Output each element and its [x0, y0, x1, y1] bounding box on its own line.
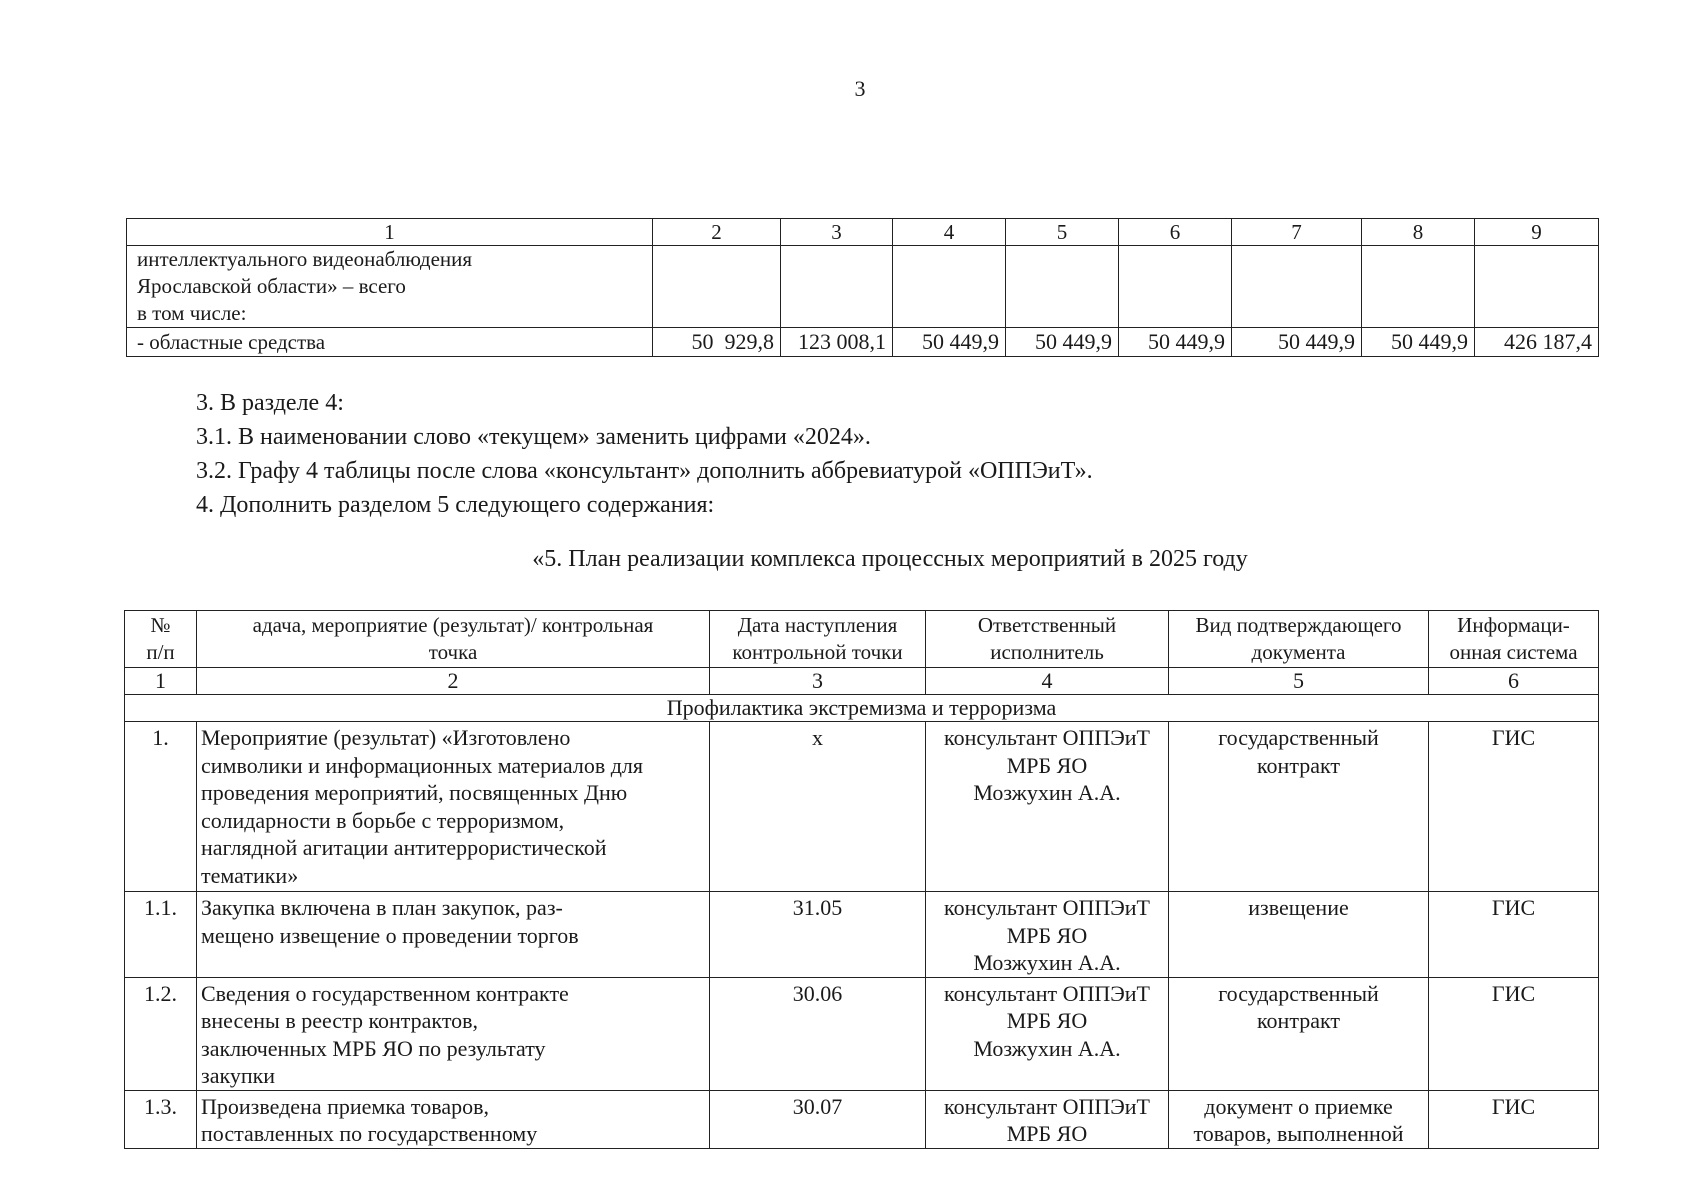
header-document	[1169, 611, 1429, 668]
header-text: адача, мероприятие (результат)/ контрольная	[252, 613, 654, 637]
row-responsible	[926, 1090, 1169, 1148]
row-document	[1169, 892, 1429, 978]
row-number: 1.3.	[125, 1090, 197, 1148]
financing-header-cell: 6	[1119, 219, 1232, 246]
empty-cell	[1119, 246, 1232, 328]
description-line: Ярославской области» – всего	[137, 274, 406, 298]
row-responsible	[926, 977, 1169, 1090]
header-number	[125, 611, 197, 668]
column-number: 6	[1429, 668, 1599, 695]
header-text: Информаци-	[1457, 613, 1570, 637]
column-number: 3	[710, 668, 926, 695]
financing-table	[126, 218, 1599, 357]
column-number: 1	[125, 668, 197, 695]
empty-cell	[893, 246, 1006, 328]
financing-values-row	[127, 328, 1599, 357]
row-task	[197, 892, 710, 978]
task-line: поставленных по государственному	[201, 1121, 538, 1146]
row-task	[197, 1090, 710, 1148]
row-date: х	[710, 722, 926, 892]
row-date: 31.05	[710, 892, 926, 978]
financing-value: 50 449,9	[1006, 328, 1119, 357]
row-date: 30.07	[710, 1090, 926, 1148]
task-line: заключенных МРБ ЯО по результату	[201, 1035, 546, 1061]
plan-header-row	[125, 611, 1599, 668]
task-line: мещено извещение о проведении торгов	[201, 922, 579, 948]
task-line: Закупка включена в план закупок, раз-	[201, 895, 563, 920]
header-responsible	[926, 611, 1169, 668]
plan-group-row	[125, 695, 1599, 722]
row-system: ГИС	[1429, 1090, 1599, 1148]
header-text: Вид подтверждающего	[1195, 613, 1402, 637]
row-number: 1.2.	[125, 977, 197, 1090]
header-text: контрольной точки	[732, 640, 903, 664]
empty-cell	[1232, 246, 1362, 328]
page-number: 3	[854, 76, 866, 101]
column-number: 5	[1169, 668, 1429, 695]
financing-value: 50 929,8	[653, 328, 781, 357]
table-row	[125, 892, 1599, 978]
task-line: тематики»	[201, 862, 299, 888]
responsible-line: МРБ ЯО	[1006, 1008, 1088, 1033]
amendment-line: 3.2. Графу 4 таблицы после слова «консультант» дополнить аббревиатурой «ОППЭиТ».	[196, 458, 1093, 484]
financing-header-cell: 5	[1006, 219, 1119, 246]
financing-header-row	[127, 219, 1599, 246]
description-line: интеллектуального видеонаблюдения	[137, 247, 473, 271]
amendment-line: 3. В разделе 4:	[196, 390, 344, 416]
responsible-line: Мозжухин А.А.	[973, 780, 1121, 805]
row-system: ГИС	[1429, 892, 1599, 978]
document-line: извещение	[1248, 895, 1349, 920]
empty-cell	[1475, 246, 1599, 328]
amendment-line: 3.1. В наименовании слово «текущем» заменить цифрами «2024».	[196, 424, 871, 450]
financing-header-cell: 2	[653, 219, 781, 246]
empty-cell	[1006, 246, 1119, 328]
responsible-line: консультант ОППЭиТ	[944, 895, 1150, 920]
row-document	[1169, 722, 1429, 892]
document-line: документ о приемке	[1204, 1093, 1393, 1119]
header-text: №	[150, 613, 171, 637]
financing-value: 50 449,9	[1232, 328, 1362, 357]
financing-value: 50 449,9	[893, 328, 1006, 357]
document-line: государственный	[1218, 725, 1379, 750]
row-task	[197, 722, 710, 892]
document-line: государственный	[1218, 980, 1379, 1006]
column-number: 2	[197, 668, 710, 695]
header-text: документа	[1251, 640, 1346, 664]
row-document	[1169, 977, 1429, 1090]
financing-header-cell: 3	[781, 219, 893, 246]
table-row	[125, 722, 1599, 892]
plan-column-numbers-row	[125, 668, 1599, 695]
task-line: солидарности в борьбе с терроризмом,	[201, 807, 565, 833]
header-text: Ответственный	[977, 613, 1117, 637]
header-text: п/п	[146, 640, 175, 664]
financing-header-cell: 8	[1362, 219, 1475, 246]
document-line: товаров, выполненной	[1193, 1121, 1404, 1146]
financing-value: 50 449,9	[1119, 328, 1232, 357]
financing-header-cell: 4	[893, 219, 1006, 246]
header-date	[710, 611, 926, 668]
row-number: 1.1.	[125, 892, 197, 978]
row-number: 1.	[125, 722, 197, 892]
task-line: закупки	[201, 1063, 276, 1088]
row-task	[197, 977, 710, 1090]
group-title: Профилактика экстремизма и терроризма	[125, 695, 1599, 722]
header-text: точка	[428, 640, 478, 664]
responsible-line: консультант ОППЭиТ	[944, 1093, 1150, 1119]
header-system	[1429, 611, 1599, 668]
financing-header-cell: 1	[127, 219, 653, 246]
description-line: в том числе:	[137, 301, 247, 325]
row-system: ГИС	[1429, 977, 1599, 1090]
task-line: проведения мероприятий, посвященных Дню	[201, 780, 628, 805]
header-text: исполнитель	[990, 640, 1104, 664]
responsible-line: Мозжухин А.А.	[973, 1035, 1121, 1061]
row-system: ГИС	[1429, 722, 1599, 892]
task-line: внесены в реестр контрактов,	[201, 1008, 479, 1033]
table-row	[125, 1090, 1599, 1148]
financing-value: 426 187,4	[1475, 328, 1599, 357]
header-task	[197, 611, 710, 668]
table-row	[125, 977, 1599, 1090]
financing-description	[127, 246, 653, 328]
responsible-line: МРБ ЯО	[1006, 922, 1088, 948]
header-text: онная система	[1449, 640, 1578, 664]
plan-table	[124, 610, 1599, 1149]
empty-cell	[1362, 246, 1475, 328]
responsible-line: МРБ ЯО	[1006, 1121, 1088, 1146]
financing-row-label: - областные средства	[127, 328, 653, 357]
task-line: Произведена приемка товаров,	[201, 1093, 490, 1119]
amendment-line: 4. Дополнить разделом 5 следующего содержания:	[196, 492, 715, 518]
financing-header-cell: 9	[1475, 219, 1599, 246]
row-document	[1169, 1090, 1429, 1148]
document-line: контракт	[1256, 752, 1340, 778]
header-text: Дата наступления	[737, 613, 898, 637]
task-line: наглядной агитации антитеррористической	[201, 835, 607, 860]
document-line: контракт	[1256, 1008, 1340, 1033]
financing-header-cell: 7	[1232, 219, 1362, 246]
row-date: 30.06	[710, 977, 926, 1090]
financing-value: 123 008,1	[781, 328, 893, 357]
responsible-line: МРБ ЯО	[1006, 752, 1088, 778]
task-line: символики и информационных материалов для	[201, 752, 644, 778]
empty-cell	[653, 246, 781, 328]
task-line: Сведения о государственном контракте	[201, 980, 569, 1006]
financing-description-row	[127, 246, 1599, 328]
section-title: «5. План реализации комплекса процессных мероприятий в 2025 году	[532, 546, 1248, 572]
row-responsible	[926, 722, 1169, 892]
task-line: Мероприятие (результат) «Изготовлено	[201, 725, 571, 750]
responsible-line: консультант ОППЭиТ	[944, 980, 1150, 1006]
financing-value: 50 449,9	[1362, 328, 1475, 357]
responsible-line: Мозжухин А.А.	[973, 950, 1121, 975]
responsible-line: консультант ОППЭиТ	[944, 725, 1150, 750]
column-number: 4	[926, 668, 1169, 695]
empty-cell	[781, 246, 893, 328]
row-responsible	[926, 892, 1169, 978]
